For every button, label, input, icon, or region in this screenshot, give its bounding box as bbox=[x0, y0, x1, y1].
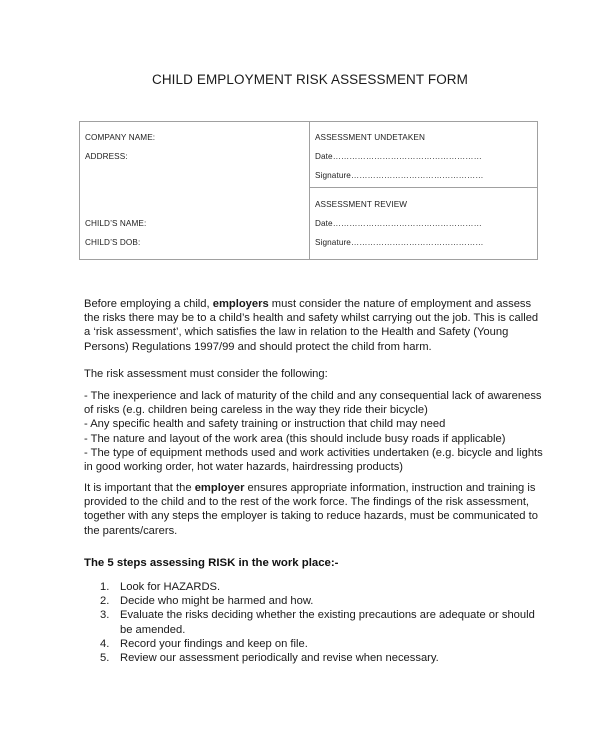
intro-text-end: must consider the nature of employment and assess the risks there may be to a child’s health and safety whilst carrying out the job. This is called a ‘risk assessment’, which satisfies the law in relation to the Health and Safety (Young Persons) Regulations 1997/99 and should protect the child from harm. bbox=[84, 298, 539, 353]
assessment-review-label: ASSESSMENT REVIEW bbox=[315, 200, 408, 209]
step-number: 1. bbox=[100, 581, 110, 593]
document-title: CHILD EMPLOYMENT RISK ASSESSMENT FORM bbox=[151, 72, 468, 87]
consider-paragraph: The risk assessment must consider the following: bbox=[84, 368, 328, 380]
assessment-undertaken-label: ASSESSMENT UNDETAKEN bbox=[315, 133, 425, 142]
assessment-cell bbox=[310, 122, 537, 259]
list-item bbox=[100, 580, 540, 594]
list-item: - The nature and layout of the work area (this should include busy roads if applicable) bbox=[84, 432, 506, 445]
list-item bbox=[100, 637, 540, 651]
undertaken-signature-field: Signature………………………………………… bbox=[315, 171, 484, 180]
steps-list bbox=[100, 580, 540, 665]
undertaken-date-field: Date……………………………………………… bbox=[315, 152, 482, 161]
list-item bbox=[100, 594, 540, 608]
review-date-field: Date……………………………………………… bbox=[315, 219, 482, 228]
step-number: 5. bbox=[100, 652, 110, 665]
step-text: Decide who might be harmed and how. bbox=[120, 595, 314, 608]
childs-dob-label: CHILD’S DOB: bbox=[85, 238, 141, 247]
steps-heading: The 5 steps assessing RISK in the work place:- bbox=[84, 557, 339, 569]
childs-name-label: CHILD’S NAME: bbox=[85, 219, 147, 228]
step-number: 2. bbox=[100, 595, 110, 608]
assessment-divider bbox=[310, 187, 537, 188]
intro-text-start: Before employing a child, bbox=[84, 298, 213, 310]
company-name-label: COMPANY NAME: bbox=[85, 133, 156, 142]
address-label: ADDRESS: bbox=[85, 152, 128, 161]
step-text: Record your findings and keep on file. bbox=[120, 637, 308, 650]
step-number: 3. bbox=[100, 609, 110, 622]
step-text: Evaluate the risks deciding whether the existing precautions are adequate or should be amended. bbox=[120, 609, 535, 636]
intro-emphasis: employers bbox=[212, 298, 269, 310]
list-item bbox=[100, 608, 540, 636]
employer-paragraph bbox=[84, 481, 544, 538]
intro-paragraph bbox=[84, 297, 544, 354]
employer-emphasis: employer bbox=[194, 482, 245, 494]
list-item: - The type of equipment methods used and work activities undertaken (e.g. bicycle and lights in good working order, hot water hazards, hairdressing products) bbox=[84, 446, 543, 474]
step-number: 4. bbox=[100, 637, 110, 650]
considerations-list bbox=[84, 389, 544, 474]
list-item bbox=[100, 651, 540, 665]
child-details-cell bbox=[80, 122, 310, 259]
employer-text-start: It is important that the bbox=[84, 482, 195, 494]
review-signature-field: Signature………………………………………… bbox=[315, 238, 484, 247]
list-item: - The inexperience and lack of maturity of the child and any consequential lack of awareness of risks (e.g. children being careless in the way they ride their bicycle) bbox=[84, 390, 542, 417]
step-text: Look for HAZARDS. bbox=[120, 581, 221, 593]
list-item: - Any specific health and safety training or instruction that child may need bbox=[84, 418, 446, 431]
step-text: Review our assessment periodically and revise when necessary. bbox=[120, 652, 439, 665]
employer-text-end: ensures appropriate information, instruction and training is provided to the child and to the rest of the work force. The findings of the risk assessment, together with any steps the employer is taking to reduce hazards, must be communicated to the parents/carers. bbox=[84, 482, 538, 537]
details-form-table bbox=[79, 121, 538, 260]
